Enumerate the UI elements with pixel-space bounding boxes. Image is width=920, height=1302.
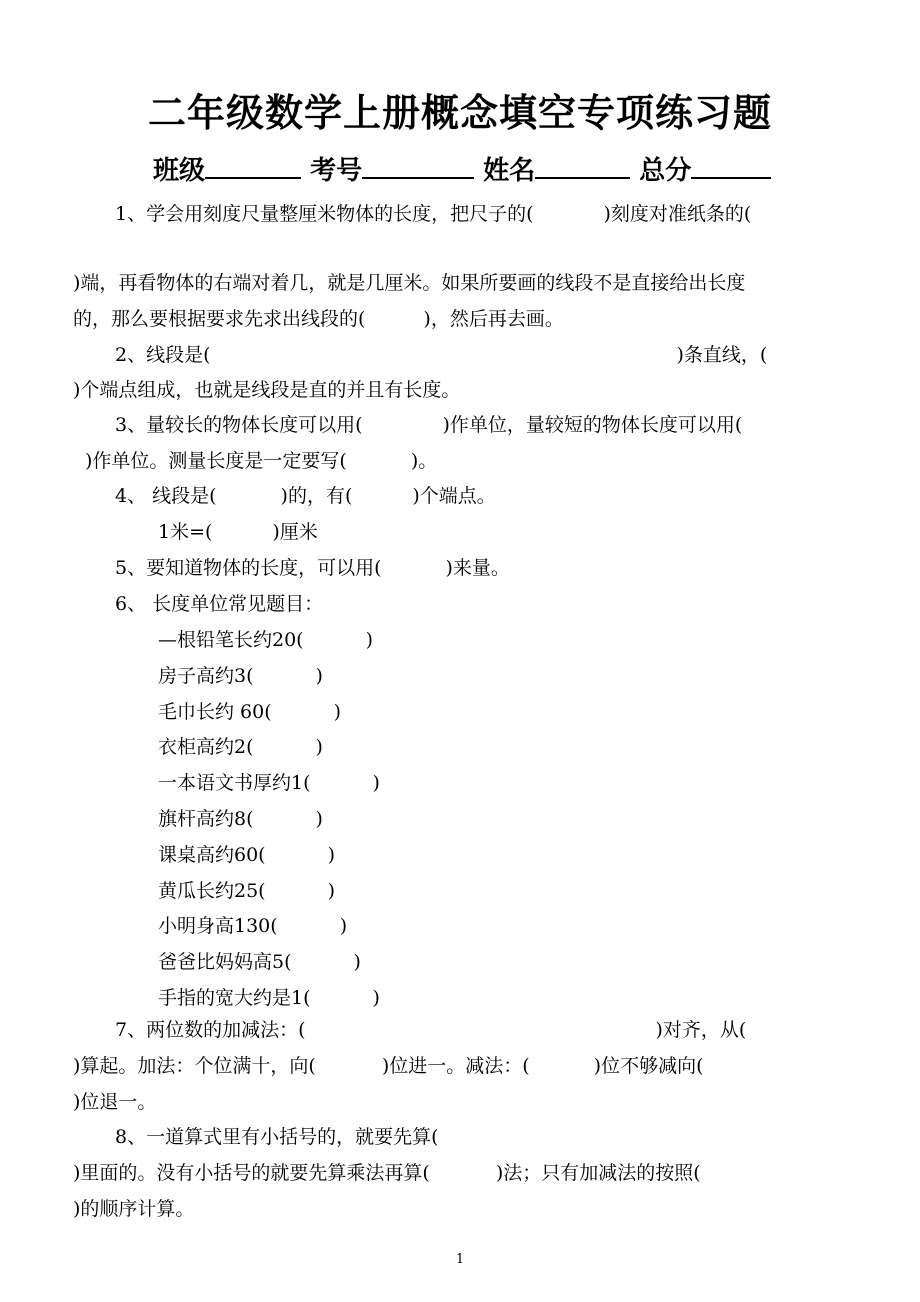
score-blank [691,151,771,179]
q6-item-text: 课桌高约60( [158,844,266,866]
q7-text-d: )位进一。减法：( [381,1055,530,1077]
q1-line2: )端，再看物体的右端对着几，就是几厘米。如果所要画的线段不是直接给出长度 [73,272,746,294]
q8-line2 [73,1160,701,1186]
class-blank [205,151,301,179]
q3-text-b: )作单位，量较短的物体长度可以用( [442,414,743,436]
q3-line2 [85,448,437,474]
q6-item-text: 黄瓜长约25( [158,880,266,902]
name-label: 姓名 [483,156,536,186]
q1-text-c: 的，那么要根据要求先求出线段的( [73,308,366,330]
q7-line2 [73,1053,703,1079]
q6-item-text: 衣柜高约2( [158,736,254,758]
q4-text-a: 4、 线段是( [115,485,217,507]
q6-item-text: 毛巾长约 60( [158,701,272,723]
student-info-row [153,150,771,187]
q6-heading: 6、 长度单位常见题目： [115,593,324,615]
q6-item-close: ) [315,736,323,758]
q6-item [158,806,323,832]
q6-item-text: —根铅笔长约20( [158,629,304,651]
q6-item [158,985,380,1011]
q6-item-close: ) [333,701,342,723]
q6-item-close: ) [339,915,348,937]
number-blank [362,151,474,179]
q6-item-text: 旗杆高约8( [158,808,254,830]
q6-item-text: 手指的宽大约是1( [158,987,311,1009]
score-label: 总分 [639,156,692,186]
q1-line1 [115,201,751,227]
q5-text-b: )来量。 [445,557,510,579]
name-blank [535,151,630,179]
q4-text-c: )个端点。 [412,485,496,507]
q8-text-a: )里面的。没有小括号的就要先算乘法再算( [73,1162,430,1184]
class-label: 班级 [153,156,206,186]
q6-item-text: 房子高约3( [158,665,254,687]
q2-line1 [115,342,767,368]
q7-text-c: )算起。加法：个位满十，向( [73,1055,316,1077]
q6-item [158,663,323,689]
q7-line3: )位退一。 [73,1091,157,1113]
q6-item-close: ) [315,808,323,830]
q6-item [158,842,335,868]
q1-text-b: )刻度对准纸条的( [603,203,752,225]
q6-item-close: ) [315,665,323,687]
q4-line2 [158,519,318,545]
q6-item [158,770,380,796]
q1-line3 [73,306,564,332]
worksheet-title: 二年级数学上册概念填空专项练习题 [147,91,772,135]
q7-text-b: )对齐，从( [655,1019,747,1041]
q2-text-a: 2、线段是( [115,344,211,366]
q8-text-b: )法；只有加减法的按照( [495,1162,701,1184]
q6-item [158,949,361,975]
q2-line2: )个端点组成，也就是线段是直的并且有长度。 [73,379,461,401]
q6-item-close: ) [353,951,361,973]
q6-item [158,878,335,904]
q4-text-d: 1米=( [158,521,213,543]
q6-item [158,913,347,939]
q6-item-close: ) [372,987,380,1009]
q2-text-b: )条直线，( [676,344,768,366]
page-number: 1 [455,1252,465,1267]
number-label: 考号 [310,156,363,186]
q1-text-d: )，然后再去画。 [423,308,564,330]
q3-text-c: )作单位。测量长度是一定要写( [85,450,347,472]
q4-text-b: )的，有( [280,485,353,507]
q7-text-e: )位不够减向( [593,1055,704,1077]
q7-text-a: 7、两位数的加减法：( [115,1019,306,1041]
q8-line1: 8、一道算式里有小括号的，就要先算( [115,1126,439,1148]
q6-item-close: ) [327,880,336,902]
q6-item-close: ) [327,844,336,866]
q6-item [158,627,373,653]
q3-line1 [115,412,742,438]
q6-item [158,699,341,725]
q6-item-text: 一本语文书厚约1( [158,772,311,794]
q6-item-text: 小明身高130( [158,915,278,937]
q5-line1 [115,555,510,581]
q7-line1 [115,1017,746,1043]
q6-item-close: ) [365,629,374,651]
q4-line1 [115,483,496,509]
q6-item [158,734,323,760]
q5-text-a: 5、要知道物体的长度，可以用( [115,557,382,579]
q1-text-a: 1、学会用刻度尺量整厘米物体的长度，把尺子的( [115,203,534,225]
q8-line3: )的顺序计算。 [73,1198,195,1220]
q3-text-a: 3、量较长的物体长度可以用( [115,414,363,436]
q4-text-e: )厘米 [272,521,318,543]
q6-item-text: 爸爸比妈妈高5( [158,951,292,973]
q3-text-d: )。 [410,450,438,472]
q6-item-close: ) [372,772,380,794]
